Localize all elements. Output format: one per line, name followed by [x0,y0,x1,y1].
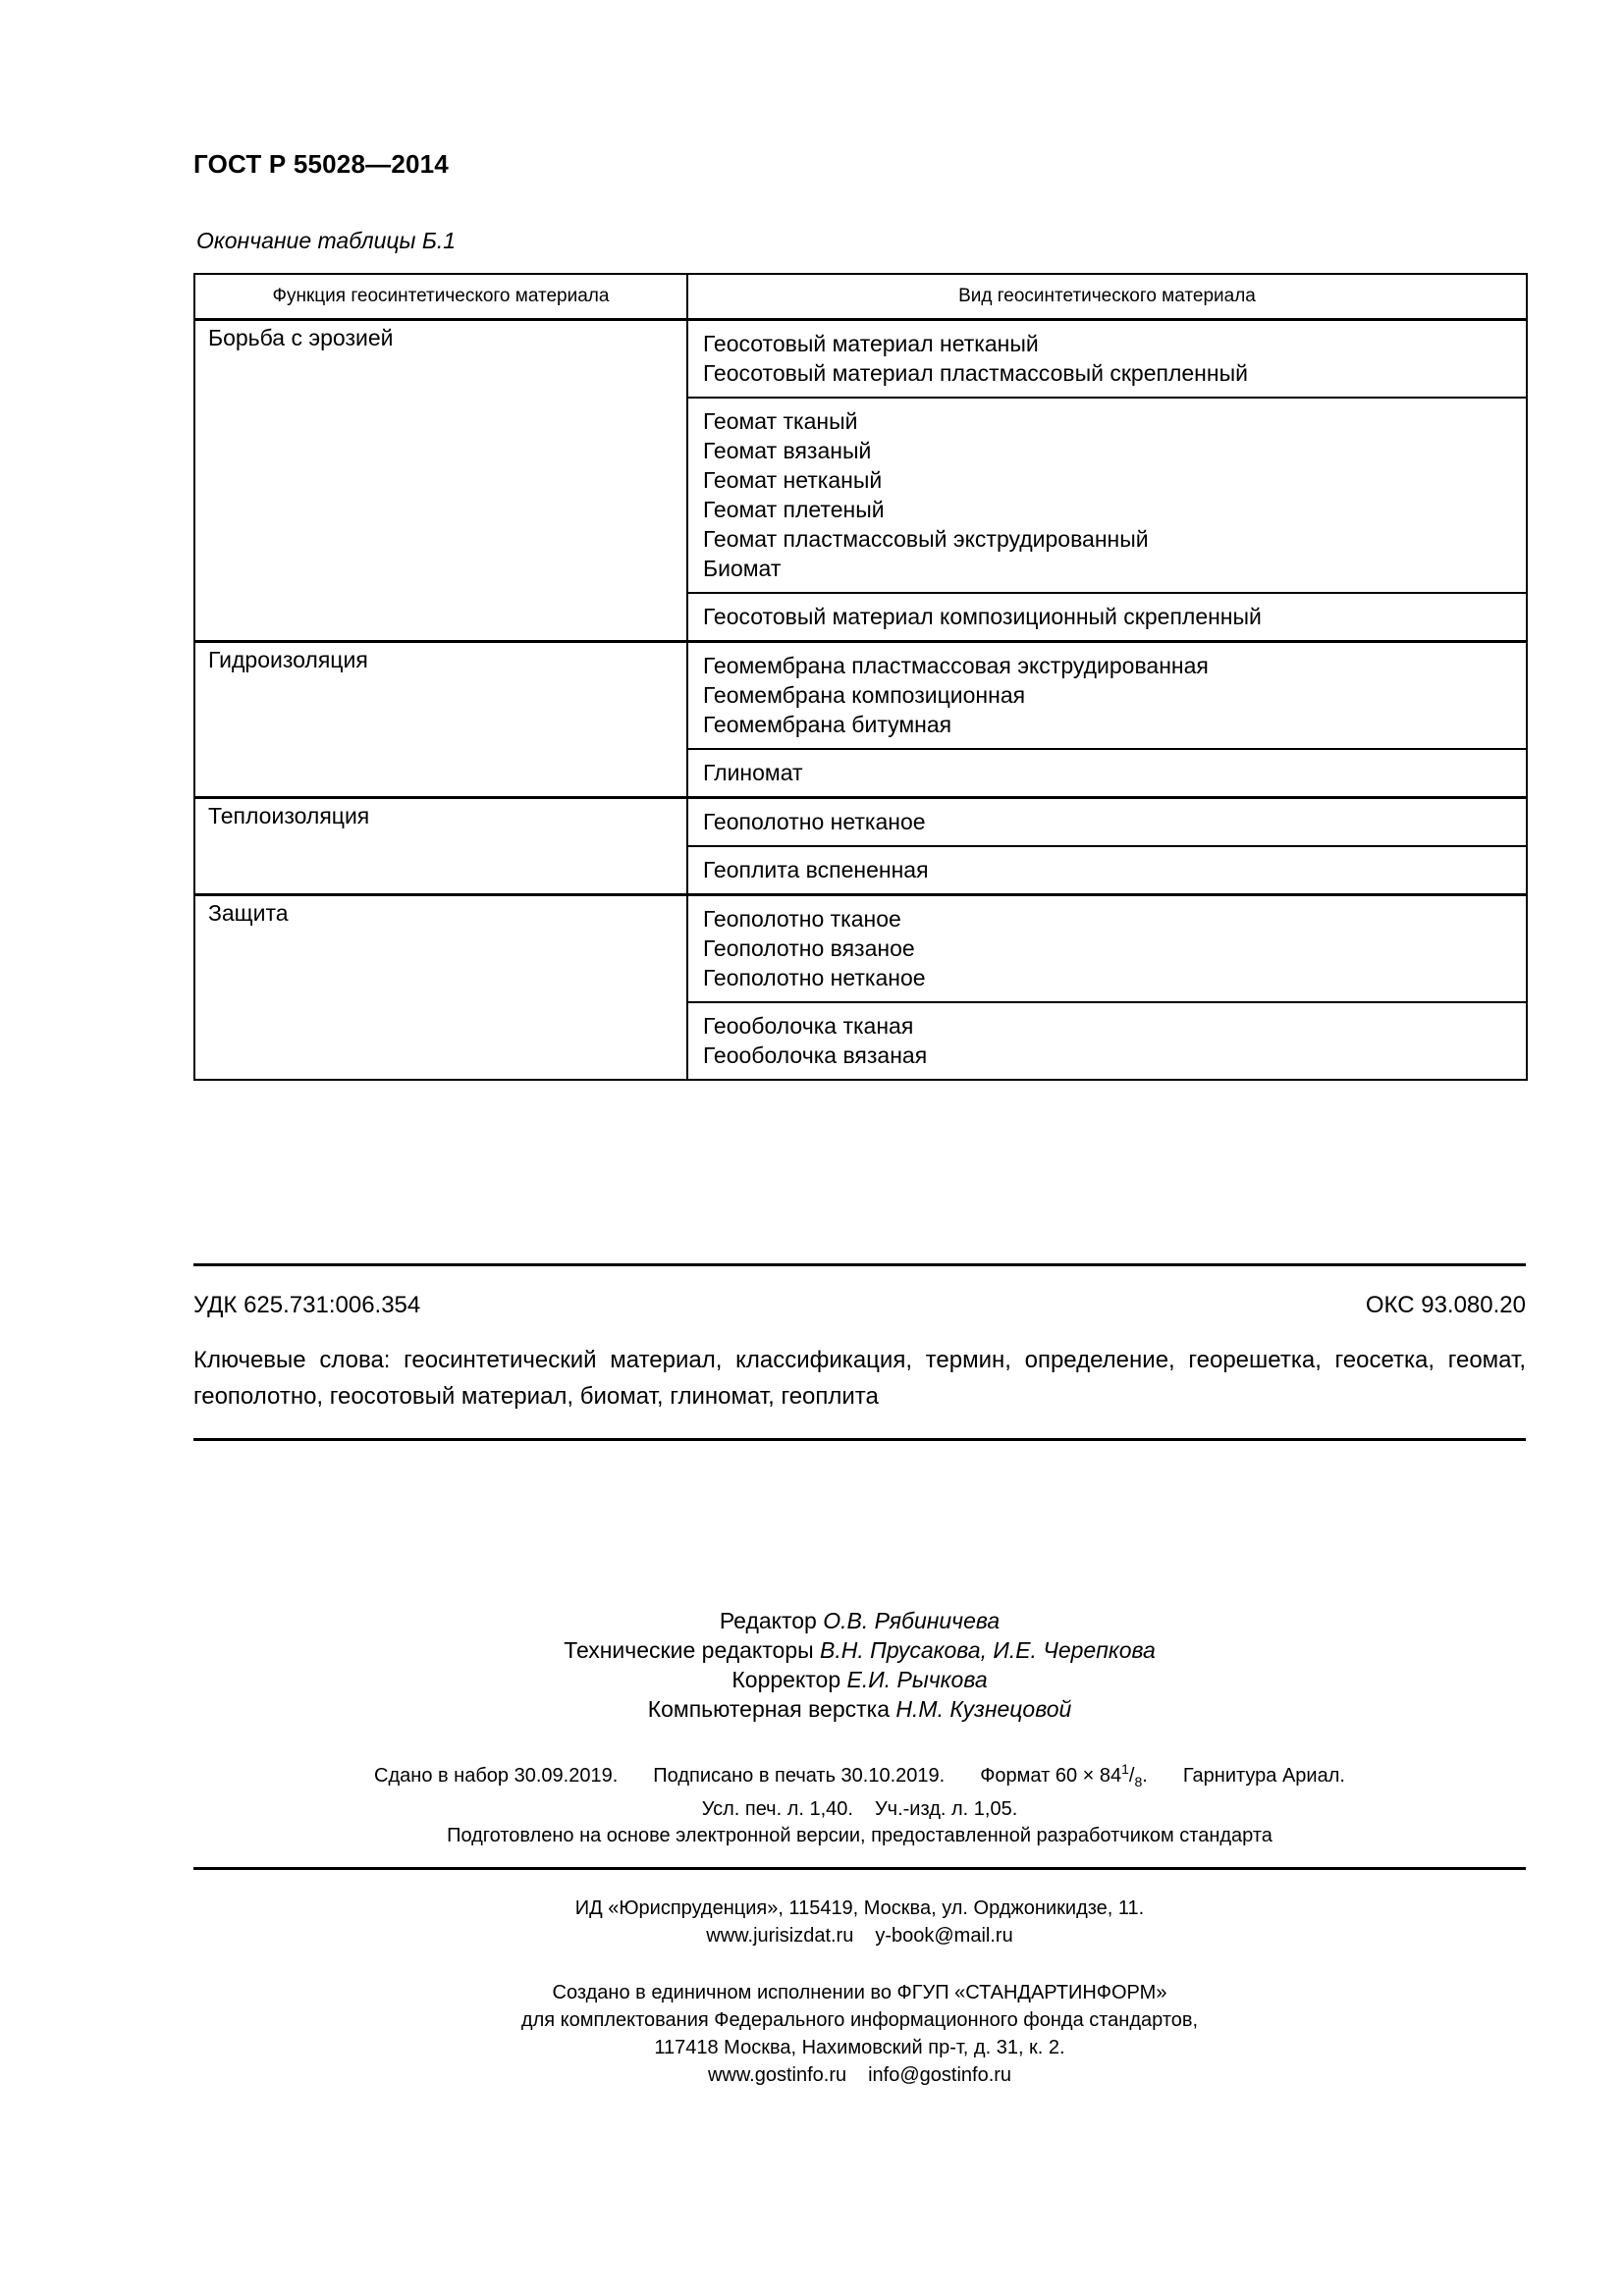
tech-editors-label: Технические редакторы [564,1637,814,1663]
kind-item: Геополотно нетканое [703,809,926,834]
created-line-1: Создано в единичном исполнении во ФГУП «СТАНДАРТИНФОРМ» [552,1982,1167,2003]
print-info-line-2 [193,1795,1526,1823]
editor-name: О.В. Рябиничева [823,1608,1001,1633]
kind-cell [687,642,1527,750]
divider [193,1263,1526,1266]
print-info [193,1755,1526,1823]
kind-item: Геомат вязаный [703,438,872,463]
udc-code: УДК 625.731:006.354 [193,1292,421,1318]
created-line-3: 117418 Москва, Нахимовский пр-т, д. 31, к. 2. [654,2037,1065,2058]
signed-date: Подписано в печать 30.10.2019. [653,1765,946,1787]
typeface-info: Гарнитура Ариал. [1182,1765,1345,1787]
publisher-contacts [193,1922,1526,1949]
kind-item: Геомембрана пластмассовая экструдированная [703,653,1209,678]
publisher-address: ИД «Юриспруденция», 115419, Москва, ул. Орджоникидзе, 11. [574,1897,1145,1919]
function-cell: Гидроизоляция [194,642,687,798]
document-header: ГОСТ Р 55028—2014 [193,149,449,179]
publishing-sheets: Уч.-изд. л. 1,05. [874,1798,1018,1820]
kind-cell [687,1002,1527,1080]
function-cell: Теплоизоляция [194,798,687,895]
kind-item: Геоплита вспененная [703,857,929,882]
table-row [194,642,1527,750]
editor-line [193,1606,1526,1635]
kind-item: Геомембрана композиционная [703,682,1026,708]
kind-cell [687,398,1527,593]
kind-item: Геооболочка тканая [703,1013,914,1039]
oks-code: ОКС 93.080.20 [1365,1292,1526,1318]
publisher-email[interactable]: y-book@mail.ru [875,1925,1013,1947]
kind-item: Геосотовый материал пластмассовый скрепленный [703,360,1248,386]
kind-item: Биомат [703,556,782,581]
kind-item: Геополотно тканое [703,906,901,932]
kind-cell [687,798,1527,847]
kind-item: Геосотовый материал нетканый [703,331,1039,356]
kind-item: Геомембрана битумная [703,712,952,737]
kind-item: Геомат пластмассовый экструдированный [703,526,1149,552]
kind-item: Геомат нетканый [703,467,883,493]
table-header-row [194,274,1527,320]
publisher-block [193,1895,1526,1949]
editor-label: Редактор [719,1608,817,1633]
table-row [194,798,1527,847]
table-row [194,320,1527,399]
function-cell: Защита [194,895,687,1081]
kind-item: Геополотно вязаное [703,935,915,961]
printed-sheets: Усл. печ. л. 1,40. [701,1798,853,1820]
layout-label: Компьютерная верстка [647,1696,891,1722]
kind-cell [687,320,1527,399]
tech-editors-line [193,1635,1526,1665]
kind-item: Геополотно нетканое [703,965,926,990]
print-info-line-1 [193,1755,1526,1795]
created-contacts [193,2061,1526,2089]
gostinfo-email[interactable]: info@gostinfo.ru [868,2064,1012,2086]
divider [193,1438,1526,1441]
divider [193,1867,1526,1870]
table-caption: Окончание таблицы Б.1 [196,228,457,253]
kind-cell [687,895,1527,1003]
created-block [193,1979,1526,2089]
layout-line [193,1694,1526,1724]
submitted-date: Сдано в набор 30.09.2019. [374,1765,619,1787]
publisher-site[interactable]: www.jurisizdat.ru [706,1925,854,1947]
credits-block [193,1606,1526,1724]
kind-cell [687,846,1527,895]
table-row [194,895,1527,1003]
kind-item: Глиномат [703,760,803,785]
corrector-line [193,1665,1526,1694]
prepared-note: Подготовлено на основе электронной версии, предоставленной разработчиком стандарта [447,1825,1272,1846]
classification-table [193,273,1528,1081]
column-header-function: Функция геосинтетического материала [194,274,687,320]
column-header-kind: Вид геосинтетического материала [687,274,1527,320]
kind-item: Геооболочка вязаная [703,1042,928,1068]
layout-name: Н.М. Кузнецовой [895,1696,1072,1722]
kind-item: Геосотовый материал композиционный скрепленный [703,604,1262,629]
tech-editors-names: В.Н. Прусакова, И.Е. Черепкова [820,1637,1156,1663]
kind-cell [687,593,1527,642]
paper-format: Формат $60 \times 84^1/_8$. [980,1761,1148,1789]
function-cell: Борьба с эрозией [194,320,687,642]
gostinfo-site[interactable]: www.gostinfo.ru [707,2064,847,2086]
corrector-label: Корректор [731,1667,841,1692]
kind-item: Геомат плетеный [703,497,885,522]
corrector-name: Е.И. Рычкова [846,1667,988,1692]
keywords: Ключевые слова: геосинтетический материал, классификация, термин, определение, георешетка, геосетка, геомат, геополотно, геосотовый материал, биомат, глиномат, геоплита [193,1347,1526,1410]
kind-cell [687,749,1527,798]
kind-item: Геомат тканый [703,408,858,434]
created-line-2: для комплектования Федерального информационного фонда стандартов, [520,2009,1199,2031]
